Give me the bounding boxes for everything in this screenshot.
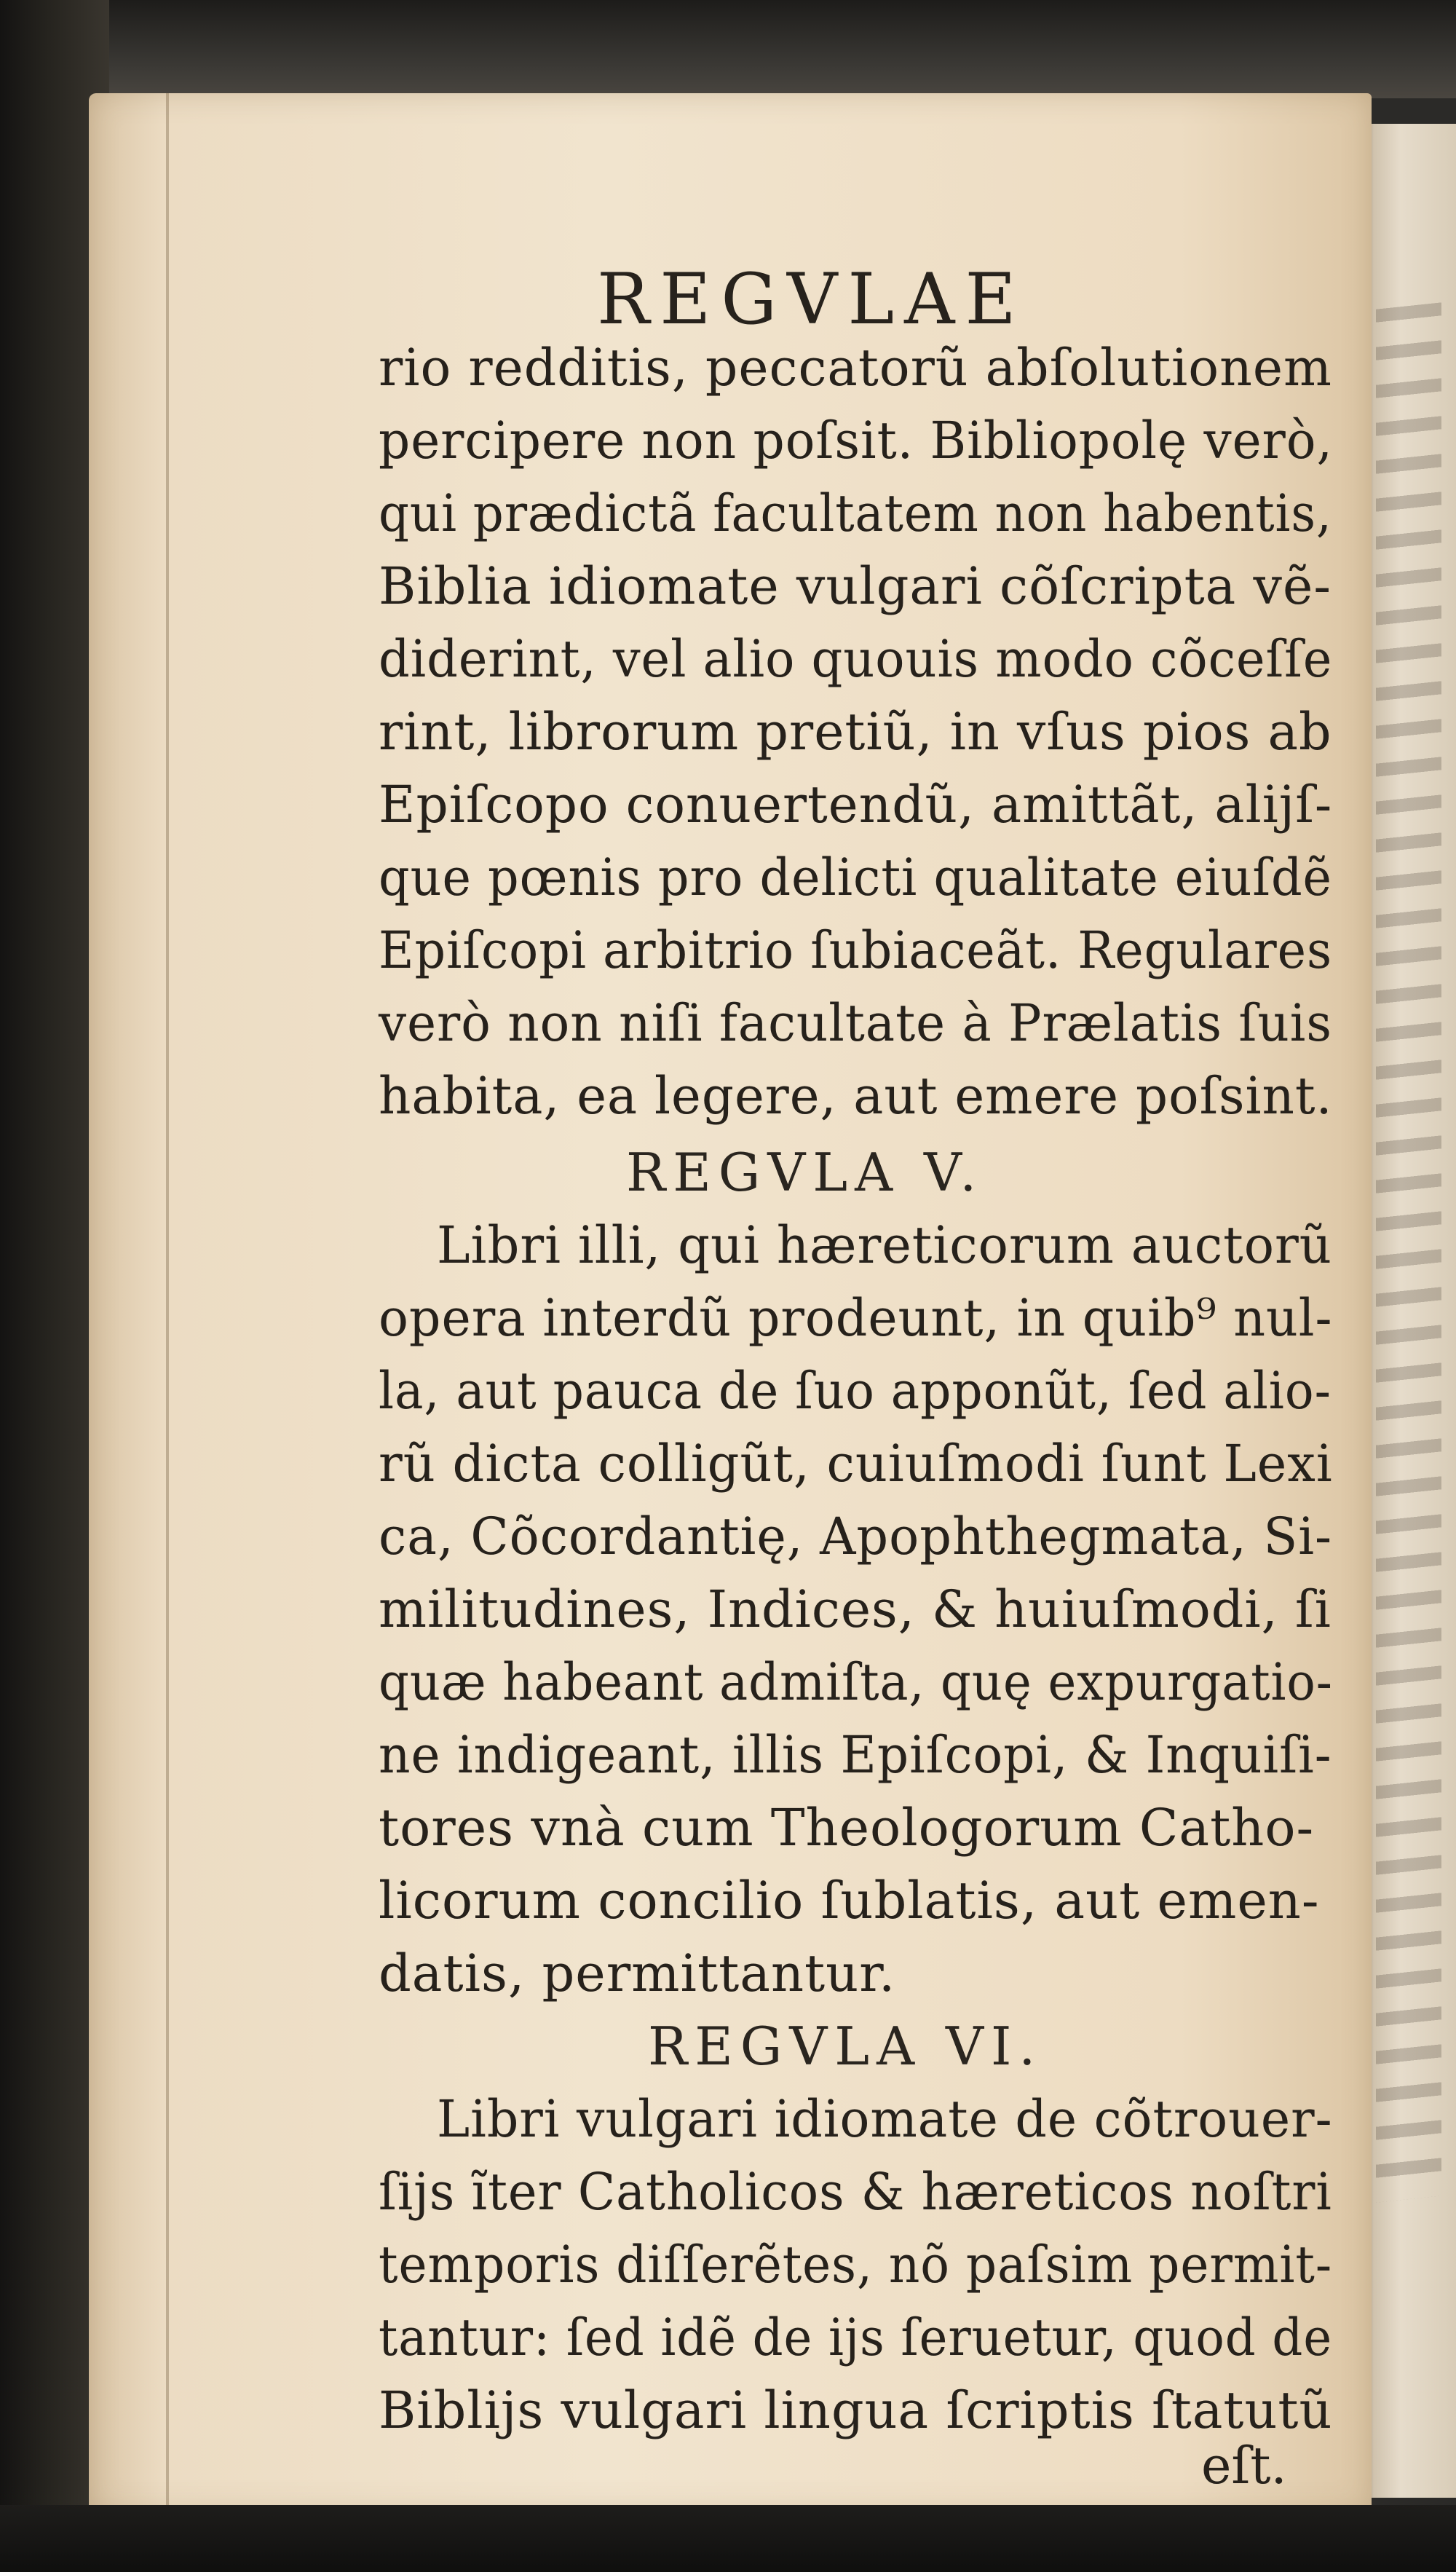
text-line: rio redditis, peccatorũ abſolutionem (379, 338, 1332, 398)
text-line: que pœnis pro delicti qualitate eiuſdẽ (379, 848, 1332, 907)
heading-regula-v: REGVLA V. (626, 1142, 984, 1203)
facing-page-bleedthrough (1376, 302, 1441, 2202)
text-line: rint, librorum pretiũ, in vſus pios ab (379, 702, 1332, 762)
text-line: temporis diſſerẽtes, nõ paſsim permit- (379, 2235, 1333, 2295)
text-line: militudines, Indices, & huiuſmodi, ſi (379, 1579, 1332, 1639)
running-header: REGVLAE (597, 259, 1026, 340)
text-line: datis, permittantur. (379, 1944, 896, 2003)
heading-regula-vi: REGVLA VI. (648, 2016, 1043, 2077)
background-top-edge (0, 0, 1456, 98)
text-line: opera interdũ prodeunt, in quib⁹ nul- (379, 1288, 1333, 1348)
text-line: diderint, vel alio quouis modo cõceſſe (379, 629, 1333, 689)
text-line: la, aut pauca de ſuo apponũt, ſed alio- (379, 1361, 1332, 1421)
text-line: Libri illi, qui hæreticorum auctorũ (437, 1215, 1332, 1275)
text-line: ſijs ĩter Catholicos & hæreticos noſtri (379, 2162, 1332, 2222)
text-line: ne indigeant, illis Epiſcopi, & Inquiſi- (379, 1725, 1332, 1785)
text-line: percipere non poſsit. Bibliopolę verò, (379, 411, 1333, 470)
text-line: rũ dicta colligũt, cuiuſmodi ſunt Lexi (379, 1434, 1333, 1494)
text-line: verò non niſi facultate à Prælatis ſuis (379, 993, 1332, 1053)
text-line: Biblia idiomate vulgari cõſcripta vẽ- (379, 556, 1332, 616)
text-line: quæ habeant admiſta, quę expurgatio- (379, 1652, 1333, 1712)
text-line: tantur: ſed idẽ de ijs ſeruetur, quod de (379, 2308, 1333, 2367)
text-line: licorum concilio ſublatis, aut emen- (379, 1871, 1320, 1930)
page-margin-fold (166, 93, 169, 2512)
text-line: tores vnà cum Theologorum Catho- (379, 1798, 1315, 1858)
text-line: qui prædictã facultatem non habentis, (379, 484, 1332, 543)
text-line: Epiſcopi arbitrio ſubiaceãt. Regulares (379, 920, 1333, 980)
background-bottom-edge (0, 2505, 1456, 2572)
text-line: ca, Cõcordantię, Apophthegmata, Si- (379, 1507, 1333, 1566)
text-line: Biblijs vulgari lingua ſcriptis ſtatutũ (379, 2380, 1333, 2440)
text-line: habita, ea legere, aut emere poſsint. (379, 1066, 1333, 1126)
text-line: Libri vulgari idiomate de cõtrouer- (437, 2089, 1333, 2149)
catchword: eſt. (1201, 2436, 1287, 2496)
text-line: Epiſcopo conuertendũ, amittãt, alijſ- (379, 775, 1333, 835)
